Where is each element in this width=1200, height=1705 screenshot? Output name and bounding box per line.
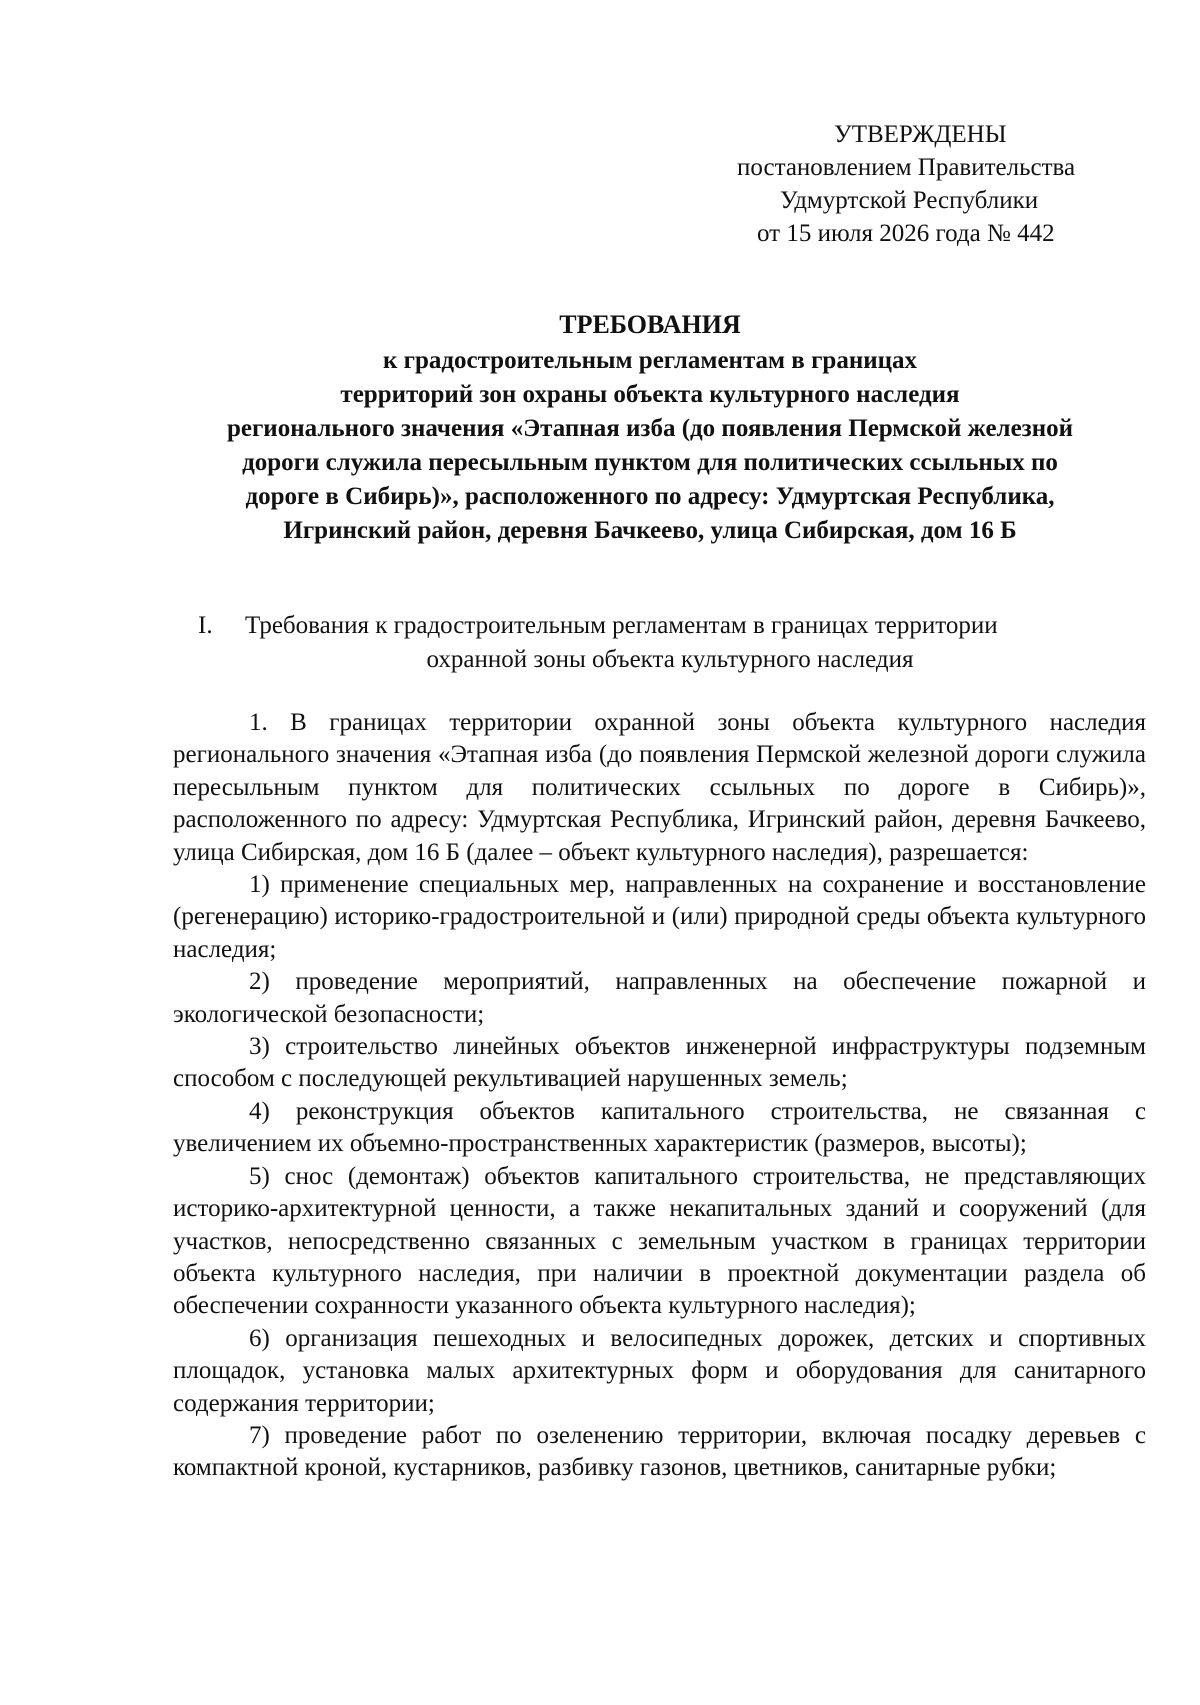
- heading-line: дороге в Сибирь)», расположенного по адресу: Удмуртская Республика,: [245, 483, 1055, 510]
- list-item: 4) реконструкция объектов капитального строительства, не связанная с увеличением их объемно-пространственных характеристик (размеров, высоты);: [173, 1097, 1146, 1158]
- approval-line-1: постановлением Правительства: [737, 154, 1076, 181]
- list-item: 5) снос (демонтаж) объектов капитального строительства, не представляющих историко-архитектурной ценности, а также некапитальных зданий и сооружений (для участков, непосредственно связанных с земельным участком в границах территории объекта культурного наследия, при наличии в проектной документации раздела об обеспечении сохранности указанного объекта культурного наследия);: [173, 1162, 1146, 1320]
- list-item: 6) организация пешеходных и велосипедных дорожек, детских и спортивных площадок, установка малых архитектурных форм и оборудования для санитарного содержания территории;: [173, 1324, 1146, 1417]
- section-number: I.: [198, 612, 213, 639]
- document-body: [173, 707, 1146, 1485]
- approval-stamp: [700, 118, 1120, 250]
- section-title-line-2: охранной зоны объекта культурного наследия: [426, 646, 914, 673]
- list-item: 2) проведение мероприятий, направленных на обеспечение пожарной и экологической безопасности;: [173, 968, 1146, 1028]
- approval-line-3: от 15 июля 2026 года № 442: [757, 220, 1055, 247]
- approval-title: УТВЕРЖДЕНЫ: [834, 121, 1007, 148]
- heading-line: территорий зон охраны объекта культурного наследия: [340, 381, 960, 408]
- document-heading: [150, 308, 1150, 548]
- approval-line-2: Удмуртской Республики: [780, 187, 1039, 214]
- heading-line: к градостроительным регламентам в границах: [382, 347, 918, 374]
- list-item: 7) проведение работ по озеленению территории, включая посадку деревьев с компактной кроной, кустарников, разбивку газонов, цветников, санитарные рубки;: [173, 1421, 1146, 1482]
- list-item: 1) применение специальных мер, направленных на сохранение и восстановление (регенерацию) историко-градостроительной и (или) природной среды объекта культурного наследия;: [173, 871, 1146, 963]
- heading-line: дороги служила пересыльным пунктом для политических ссыльных по: [242, 449, 1058, 476]
- paragraph-intro: 1. В границах территории охранной зоны объекта культурного наследия регионального значения «Этапная изба (до появления Пермской железной дороги служила пересыльным пунктом для политических ссыльных по дороге в Сибирь)», расположенного по адресу: Удмуртская Республика, Игринский район, деревня Бачкеево, улица Сибирская, дом 16 Б (далее – объект культурного наследия), разрешается:: [173, 709, 1146, 866]
- section-title-line-1: Требования к градостроительным регламентам в границах территории: [245, 612, 998, 639]
- section-heading: [170, 609, 1150, 677]
- list-item: 3) строительство линейных объектов инженерной инфраструктуры подземным способом с последующей рекультивацией нарушенных земель;: [173, 1033, 1146, 1093]
- document-title: ТРЕБОВАНИЯ: [559, 310, 741, 339]
- heading-line: Игринский район, деревня Бачкеево, улица Сибирская, дом 16 Б: [283, 517, 1017, 544]
- section-heading-row: [170, 609, 1150, 643]
- heading-line: регионального значения «Этапная изба (до появления Пермской железной: [226, 415, 1074, 442]
